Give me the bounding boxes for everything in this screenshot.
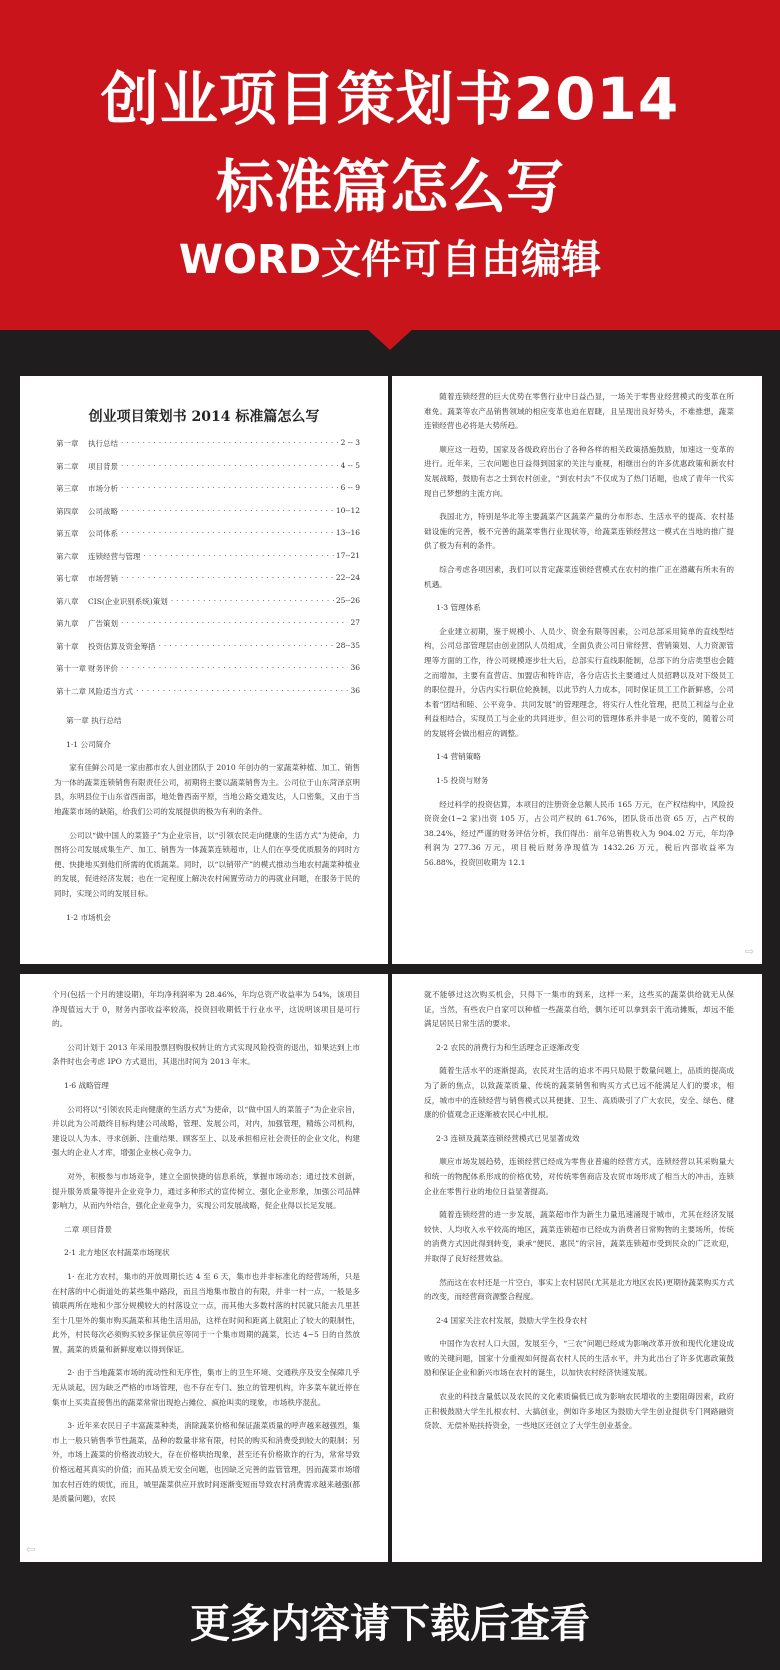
banner-notch xyxy=(366,328,414,350)
toc-chapter: 第八章 xyxy=(56,596,79,606)
toc-row[interactable] xyxy=(56,461,360,484)
toc-chapter: 第六章 xyxy=(56,551,79,561)
toc-chapter: 第十二章 xyxy=(56,686,86,696)
toc-page: 10--12 xyxy=(335,505,360,515)
section-heading: 1·6 战略管理 xyxy=(64,1080,109,1090)
section-heading: 1·5 投资与财务 xyxy=(436,776,489,786)
paragraph: 然而这在农村还是一片空白，事实上农村居民(尤其是北方地区农民)更期待蔬菜购买方式的改变，而经营商资源整合程度。 xyxy=(424,1277,734,1302)
toc-title: 公司体系 xyxy=(88,529,118,538)
paragraph: 公司将以“引领农民走向健康的生活方式”为使命，以“做中国人的菜篮子”为企业宗旨，并以此为公司最终目标构建公司战略，管理、发展公司，对内，加强管理，精练公司机构，建设以人为本、寻求创新、注重结果、顾客至上、以及承担相应社会责任的企业文化，构建强大的企业人才库，增强企业核心竞争力。 xyxy=(52,1104,360,1158)
paragraph: 我国北方，特别是华北等主要蔬菜产区蔬菜产量的分布形态、生活水平的提高、农村基础设施的完善，极不完善的蔬菜零售行业现状等，给蔬菜连锁经营这一模式在当地的推广提供了极为有利的条件。 xyxy=(424,512,734,551)
toc-row[interactable] xyxy=(56,438,360,461)
paragraph: 2· 由于当地蔬菜市场的流动性和无序性，集市上的卫生环境、交通秩序及安全保障几乎无从谈起，因为缺乏严格的市场管理，也不存在专门、独立的管理机构，许多菜车就近停在集市上买卖直接售出的蔬菜常常出现抢占摊位、疯抢叫卖的现象，市场秩序混乱。 xyxy=(52,1368,360,1407)
paragraph: 农业的科技含量低以及农民的文化素质偏低已成为影响农民增收的主要阻碍因素，政府正积极鼓励大学生扎根农村、大搞创业，例如许多地区为鼓励大学生创业提供专门网路融资贷款、无偿补贴扶持资金，一些地区还创立了大学生创业基金。 xyxy=(424,1392,734,1431)
document-page-1 xyxy=(20,376,388,964)
toc-leader xyxy=(118,528,334,537)
toc-chapter: 第五章 xyxy=(56,529,79,538)
table-of-contents xyxy=(20,438,388,708)
document-page-2 xyxy=(392,376,762,964)
toc-leader xyxy=(133,686,348,695)
toc-leader xyxy=(118,506,334,515)
toc-title: 市场分析 xyxy=(88,484,118,493)
paragraph: 公司以“做中国人的菜篮子”为企业宗旨，以“引领农民走向健康的生活方式”为使命，力图将公司发展成集生产、加工、销售为一体蔬菜连锁超市，让人们在享受优质服务的同时方便、快捷地买到他们所需的优质蔬菜。同时，以“以销带产”的模式推动当地农村蔬菜种植业的发展，促进经济发展；也在一定程度上解决农村闲置劳动力的再就业问题，在服务于民的同时，实现公司的发展目标。 xyxy=(54,830,360,898)
document-title: 创业项目策划书 2014 标准篇怎么写 xyxy=(88,409,320,425)
toc-row[interactable] xyxy=(56,641,360,664)
toc-leader xyxy=(118,663,348,672)
toc-row[interactable] xyxy=(56,686,360,709)
toc-page: 36 xyxy=(350,663,360,672)
next-page-arrow-icon[interactable]: ⇨ xyxy=(744,945,754,958)
toc-title: 投资估算及资金筹措 xyxy=(88,641,156,651)
paragraph: 经过科学的投资估算，本项目的注册资金总额人民币 165 万元，在产权结构中，风险投资资金(1~2 家)出资 105 万，占公司产权的 61.76%，团队货币出资 65 万，占产权的 38.24%，经过严谨的财务评估分析，我们得出：前年总销售收入为 904.02 万元，年均净利润为 277.36 万元，项目税后财务净现值为 1432.26 万元，税后内部收益率为 56.88%，投资回收期为 12.1 xyxy=(424,799,734,868)
section-heading: 2·1 北方地区农村蔬菜市场现状 xyxy=(64,1248,170,1258)
toc-row[interactable] xyxy=(56,551,360,574)
section-heading: 二章 项目背景 xyxy=(64,1224,112,1234)
toc-chapter: 第一章 xyxy=(56,439,79,448)
toc-chapter: 第三章 xyxy=(56,484,79,493)
page-1-body xyxy=(20,708,388,925)
toc-title: 执行总结 xyxy=(88,439,118,448)
toc-leader xyxy=(118,483,339,492)
page-3-body xyxy=(20,974,388,1507)
footer-download-prompt[interactable]: 更多内容请下载后查看 xyxy=(190,1601,590,1647)
paragraph: 随着连锁经营的进一步发展，蔬菜超市作为新生力量迅速涌现于城市，尤其在经济发展较快、人均收入水平较高的地区，蔬菜连锁超市已经成为消费者日常购物的主要场所，传统的消费方式因此得到转变，秉承“便民、惠民”的宗旨，蔬菜连锁超市受到民众的广泛欢迎，并取得了良好经营效益。 xyxy=(424,1210,734,1263)
toc-chapter: 第十章 xyxy=(56,641,79,651)
toc-title: 项目背景 xyxy=(88,461,118,471)
toc-chapter: 第二章 xyxy=(56,461,79,471)
toc-page: 28--35 xyxy=(335,640,360,650)
toc-row[interactable] xyxy=(56,596,360,619)
toc-page: 25--26 xyxy=(335,595,360,605)
banner-tagline: WORD文件可自由编辑 xyxy=(178,237,602,283)
toc-chapter: 第九章 xyxy=(56,619,79,628)
toc-title: 市场营销 xyxy=(88,574,118,583)
toc-row[interactable] xyxy=(56,483,360,506)
toc-title: 财务评价 xyxy=(88,664,118,673)
paragraph: 3· 近年来农民日子丰富蔬菜种类，消除蔬菜价格和保证蔬菜质量的呼声越来越强烈，集市上一般只销售季节性蔬菜，品种的数量非常有限，村民的购买和消费受到较大的限制；另外，市场上蔬菜的价格波动较大，存在价格哄抬现象，甚至还有价格欺诈的行为，常常导致价格远超其真实的价值；而其品质无安全问题，也因缺乏完善的监管管理，因而蔬菜市场增加农村百姓的烦忧，而且，城里蔬菜供应开放时间逐渐变短而导致农村消费需求越来越强(都是质量问题)，农民 xyxy=(52,1421,360,1504)
toc-page: 4 -- 5 xyxy=(340,460,360,470)
section-heading: 2·2 农民的消费行为和生活理念正逐渐改变 xyxy=(436,1042,580,1052)
banner-subtitle: 标准篇怎么写 xyxy=(215,153,564,221)
section-heading: 第一章 执行总结 xyxy=(66,716,122,725)
page-2-body xyxy=(392,376,762,871)
toc-page: 13--16 xyxy=(335,528,360,537)
paragraph: 个月(包括一个月的建设期)，年均净利润率为 28.46%，年均总资产收益率为 54%，该项目净现值远大于 0，财务内部收益率较高，投资回收期低于行业水平，这说明该项目是可行的。 xyxy=(52,990,360,1029)
paragraph: 随着连锁经营的巨大优势在零售行业中日益凸显，一场关于零售业经营模式的变革在所难免。蔬菜等农产品销售领域的相应变革也迫在眉睫，且呈现出良好势头，不难推想，蔬菜连锁经营也必将是大势所趋。 xyxy=(424,392,734,431)
toc-title: 公司战略 xyxy=(88,506,118,516)
toc-leader xyxy=(118,573,334,582)
toc-leader xyxy=(141,551,334,560)
toc-leader xyxy=(168,596,334,605)
toc-page: 27 xyxy=(350,618,360,627)
toc-page: 22--24 xyxy=(335,573,360,582)
paragraph: 家有佳鲜公司是一家由都市农人创业团队于 2010 年创办的一家蔬菜种植、加工、销售为一体的蔬菜连锁销售有限责任公司，初期将主要以蔬菜销售为主。公司位于山东菏泽京明县，东明县位于山东省西南部，地处鲁西南平原，当地公路交通发达，人口密集，又由于当地蔬菜市场的缺陷，给我们公司的发展提供的极为有利的条件。 xyxy=(54,763,360,816)
section-heading: 1·3 管理体系 xyxy=(436,603,481,613)
paragraph: 对外，积极参与市场竞争，建立全面快捷的信息系统，掌握市场动态；通过技术创新，提升服务质量等提升企业竞争力，通过多种形式的宣传树立、强化企业形象，加强公司品牌影响力，从而内外结合，强化企业竞争力，实现公司发展战略，促企业得以长足发展。 xyxy=(52,1171,360,1211)
banner-title: 创业项目策划书2014 xyxy=(100,65,680,133)
toc-row[interactable] xyxy=(56,506,360,529)
document-page-4 xyxy=(392,974,762,1562)
toc-page: 17--21 xyxy=(335,550,360,560)
toc-leader xyxy=(118,461,339,470)
toc-page: 36 xyxy=(350,685,360,695)
section-heading: 2·3 连锁及蔬菜连锁经营模式已见显著成效 xyxy=(436,1133,580,1143)
toc-row[interactable] xyxy=(56,528,360,551)
document-page-3 xyxy=(20,974,388,1562)
paragraph: 综合考虑各项因素，我们可以肯定蔬菜连锁经营模式在农村的推广正在潜藏有所未有的机遇。 xyxy=(424,564,734,589)
toc-title: CIS(企业识别系统)策划 xyxy=(88,596,168,606)
toc-leader xyxy=(118,438,339,447)
toc-title: 风险适当方式 xyxy=(88,686,133,696)
toc-chapter: 第四章 xyxy=(56,506,79,516)
toc-row[interactable] xyxy=(56,573,360,596)
paragraph: 顺应市场发展趋势，连锁经营已经成为零售业普遍的经营方式，连锁经营以其采购量大和统一的物配体系形成的价格优势，对传统零售商店及农贸市场形成了相当大的冲击，连锁企业在零售行业的地位日益显著提高。 xyxy=(424,1157,734,1196)
paragraph: 顺应这一趋势，国家及各级政府出台了各种各样的相关政策措施鼓励，加速这一变革的进行。近年来，三农问题也日益得到国家的关注与重视，相继出台的许多优惠政策和新农村发展战略，鼓励有志之士到农村创业，“到农村去”不仅成为了热门话题，也成了青年一代实现自己梦想的主流方向。 xyxy=(424,444,734,498)
page-4-body xyxy=(392,974,762,1434)
section-heading: 1·2 市场机会 xyxy=(66,912,111,922)
toc-title: 连锁经营与管理 xyxy=(88,551,141,561)
toc-chapter: 第七章 xyxy=(56,574,79,583)
toc-row[interactable] xyxy=(56,618,360,641)
paragraph: 随着生活水平的逐渐提高，农民对生活的追求不再只局限于数量问题上，品质的提高成为了新的焦点，以致蔬菜质量、传统的蔬菜销售和购买方式已远不能满足人们的要求，相反，城市中的连锁经营与销售模式以其便捷、卫生、高质吸引了广大农民，安全、绿色、健康的价值观念正逐渐被农民心中扎根。 xyxy=(424,1066,734,1120)
toc-page: 2 -- 3 xyxy=(340,438,360,447)
paragraph: 公司计划于 2013 年采用股票回购股权转让的方式实现风险投资的退出，如果达到上市条件时也会考虑 IPO 方式退出，其退出时间为 2013 年末。 xyxy=(52,1042,360,1067)
section-heading: 1·4 营销策略 xyxy=(436,752,481,762)
paragraph: 就不能够过这次购买机会，只得下一集市的到来，这样一来，这些买的蔬菜供给就无从保证，当然，有些农户自家可以种植一些蔬菜自给，偶尔还可以拿到亲干流动摊贩，却远不能满足居民日常生活的要求。 xyxy=(424,990,734,1029)
prev-page-arrow-icon[interactable]: ⇦ xyxy=(26,1543,36,1556)
section-heading: 2·4 国家关注农村发展，鼓励大学生投身农村 xyxy=(436,1315,588,1325)
toc-leader xyxy=(118,618,348,627)
section-heading: 1·1 公司简介 xyxy=(66,739,111,749)
toc-title: 广告策划 xyxy=(88,619,118,628)
toc-page: 6 -- 9 xyxy=(340,483,360,492)
toc-row[interactable] xyxy=(56,663,360,686)
toc-chapter: 第十一章 xyxy=(56,664,86,673)
toc-leader xyxy=(156,641,334,650)
paragraph: 1· 在北方农村，集市的开放周期长达 4 至 6 天，集市也并非标准化的经营场所，只是在村落的中心街道处的某些集中路段，而且当地集市散自的有限，并非一村一点，一般是多镇联两所在地和少部分规模较大的村落设立一点，而其他大多数村落的村民就只能去几里甚至十几里外的集市购买蔬菜和其他生活用品，这样在时间和距离上就阻止了较大的限制性，此外，村民每次必须购买较多保证供应等同于一个集市周期的蔬菜，长达 4~5 日的自然放置，蔬菜的质量和新鲜度难以得到保证。 xyxy=(52,1271,360,1354)
paragraph: 中国作为农村人口大国，发展至今，“三农”问题已经成为影响改革开放和现代化建设成败的关键问题，国家十分重视如何提高农村人民的生活水平，并为此出台了许多优惠政策鼓励和保证企业和新兴市场在农村的诞生，以加快农村经济快速发展。 xyxy=(424,1339,734,1378)
paragraph: 企业建立初期，鉴于规模小、人员少、资金有限等因素，公司总部采用简单的直线型结构，公司总部管理层由创业团队人员组成，全面负责公司日常经营、营销策划、人力资源管理等方面的工作，待公司规模逐步壮大后，总部实行直线职能制，总部下的分店类型也会随之而增加，主要有直营店、加盟店和特许店，各分店店长主要通过人员招聘以及对下级员工的职位提升，分店内实行职位轮换制，以此节约人力成本，同时保证员工工作新鲜感，公司本着“团结和睦、公平竞争、共同发展”的管理理念，将实行人性化管理，把员工利益与企业利益相结合，实现员工与企业的共同进步，但公司的管理体系并非是一成不变的，随着公司的发展将会做出相应的调整。 xyxy=(424,626,734,738)
